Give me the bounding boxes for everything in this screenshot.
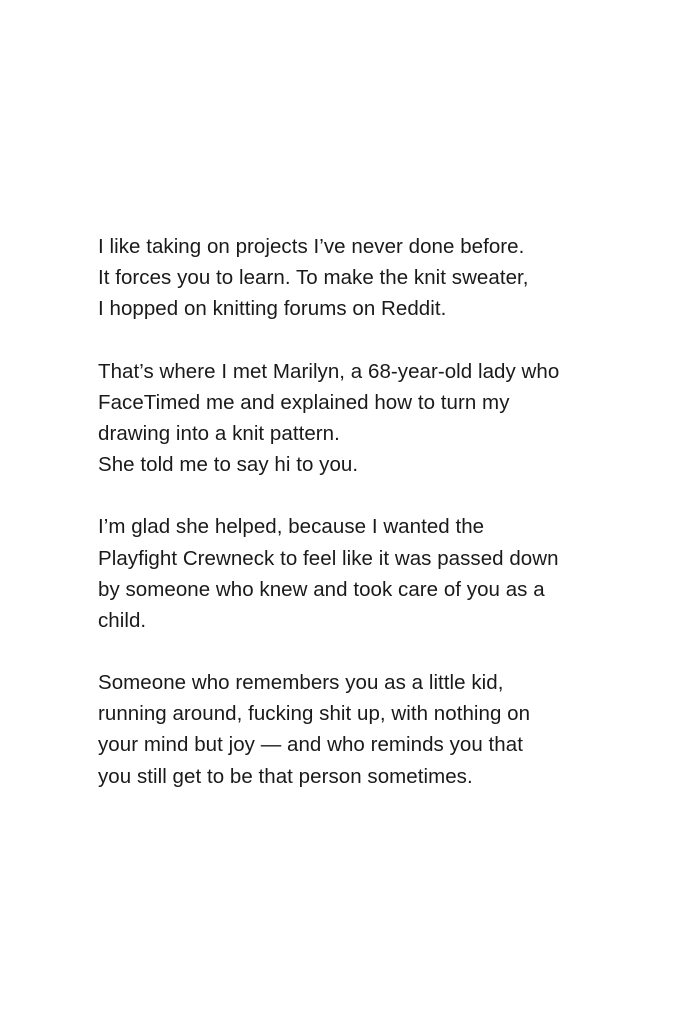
text-line: Playfight Crewneck to feel like it was passed down [98, 546, 559, 570]
text-line: FaceTimed me and explained how to turn my [98, 390, 510, 414]
text-line: It forces you to learn. To make the knit sweater, [98, 266, 529, 290]
text-line: I like taking on projects I’ve never done before. [98, 235, 525, 258]
paragraph-crewneck [98, 511, 658, 636]
text-line: child. [98, 608, 147, 632]
paragraph-projects [98, 231, 658, 325]
text-line: I hopped on knitting forums on Reddit. [98, 297, 447, 321]
letter-body [98, 231, 658, 792]
text-line: She told me to say hi to you. [98, 453, 359, 477]
text-line: running around, fucking shit up, with nothing on [98, 702, 531, 726]
text-line: you still get to be that person sometimes. [98, 764, 473, 788]
paragraph-someone [98, 667, 658, 792]
text-line: your mind but joy — and who reminds you that [98, 733, 523, 757]
text-line: I’m glad she helped, because I wanted the [98, 515, 485, 539]
text-line: Someone who remembers you as a little kid, [98, 671, 504, 695]
text-line: by someone who knew and took care of you as a [98, 577, 545, 601]
paragraph-marilyn [98, 356, 658, 481]
text-line: That’s where I met Marilyn, a 68-year-old lady who [98, 359, 560, 383]
text-line: drawing into a knit pattern. [98, 421, 340, 445]
